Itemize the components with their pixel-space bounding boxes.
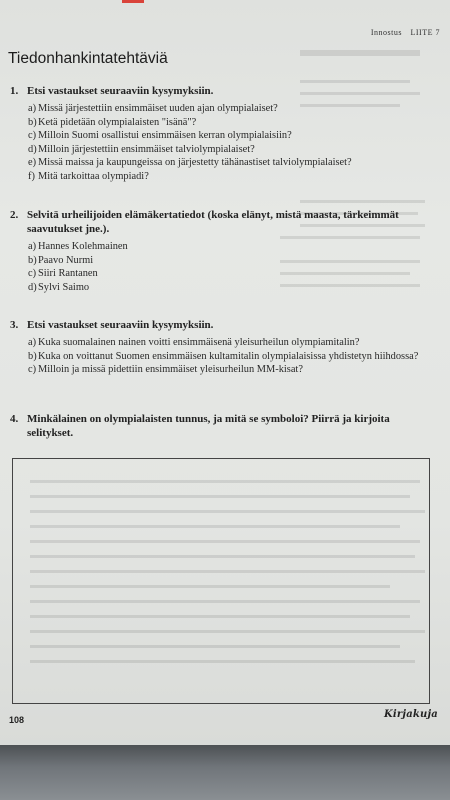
item-letter: b) xyxy=(28,350,37,362)
question-number: 4. xyxy=(10,413,19,425)
list-item xyxy=(28,254,438,268)
item-text: Milloin järjestettiin ensimmäiset talviolympialaiset? xyxy=(38,143,255,155)
list-item xyxy=(28,336,438,350)
item-text: Ketä pidetään olympialaisten "isänä"? xyxy=(38,116,197,128)
question-number: 3. xyxy=(10,319,19,331)
question-3 xyxy=(10,318,438,377)
list-item xyxy=(28,143,438,157)
item-text: Mitä tarkoittaa olympiadi? xyxy=(38,170,149,182)
question-heading xyxy=(10,84,438,98)
item-letter: f) xyxy=(28,170,35,182)
question-heading xyxy=(10,412,438,440)
list-item xyxy=(28,267,438,281)
list-item xyxy=(28,156,438,170)
question-text: Minkälainen on olympialaisten tunnus, ja mitä se symboloi? Piirrä ja kirjoita selitykset. xyxy=(27,413,390,439)
question-heading xyxy=(10,318,438,332)
appendix-label: LIITE 7 xyxy=(410,28,440,37)
list-item xyxy=(28,116,438,130)
red-tab-mark xyxy=(122,0,144,3)
question-2 xyxy=(10,208,438,294)
list-item xyxy=(28,240,438,254)
item-letter: b) xyxy=(28,116,37,128)
item-text: Missä maissa ja kaupungeissa on järjestetty tähänastiset talviolympialaiset? xyxy=(38,157,352,169)
item-text: Siiri Rantanen xyxy=(38,268,98,280)
list-item xyxy=(28,170,438,184)
list-item xyxy=(28,281,438,295)
page-number: 108 xyxy=(9,715,25,725)
table-surface xyxy=(0,745,450,800)
publisher-logo: Kirjakuja xyxy=(384,709,438,720)
item-text: Kuka on voittanut Suomen ensimmäisen kultamitalin olympialaisissa yhdistetyn hiihdossa? xyxy=(38,350,419,362)
item-text: Hannes Kolehmainen xyxy=(38,241,128,252)
item-letter: c) xyxy=(28,364,37,376)
item-text: Sylvi Saimo xyxy=(38,281,90,293)
question-text: Etsi vastaukset seuraaviin kysymyksiin. xyxy=(27,85,214,97)
item-text: Milloin Suomi osallistui ensimmäisen kerran olympialaisiin? xyxy=(38,130,292,142)
question-items xyxy=(28,102,438,184)
item-letter: c) xyxy=(28,268,37,280)
question-1 xyxy=(10,84,438,184)
item-text: Missä järjestettiin ensimmäiset uuden ajan olympialaiset? xyxy=(38,103,278,114)
question-heading xyxy=(10,208,438,236)
item-text: Milloin ja missä pidettiin ensimmäiset yleisurheilun MM-kisat? xyxy=(38,364,303,376)
list-item xyxy=(28,102,438,116)
item-text: Paavo Nurmi xyxy=(38,254,94,266)
item-letter: e) xyxy=(28,157,37,169)
list-item xyxy=(28,363,438,377)
list-item xyxy=(28,129,438,143)
item-text: Kuka suomalainen nainen voitti ensimmäisenä yleisurheilun olympiamitalin? xyxy=(38,337,360,348)
item-letter: d) xyxy=(28,143,37,155)
item-letter: a) xyxy=(28,337,37,348)
question-number: 2. xyxy=(10,209,19,221)
series-name: Innostus xyxy=(370,28,402,37)
item-letter: a) xyxy=(28,103,37,114)
question-items xyxy=(28,240,438,294)
item-letter: d) xyxy=(28,281,37,293)
item-letter: a) xyxy=(28,241,37,252)
question-text: Selvitä urheilijoiden elämäkertatiedot (koska elänyt, mistä maasta, tärkeimmät saavutukset jne.). xyxy=(27,209,399,235)
question-items xyxy=(28,336,438,377)
drawing-answer-box[interactable] xyxy=(12,458,430,704)
question-text: Etsi vastaukset seuraaviin kysymyksiin. xyxy=(27,319,214,331)
item-letter: b) xyxy=(28,254,37,266)
page-title: Tiedonhankintatehtäviä xyxy=(8,50,168,67)
item-letter: c) xyxy=(28,130,37,142)
question-number: 1. xyxy=(10,85,19,97)
question-4 xyxy=(10,412,438,440)
page-header xyxy=(365,28,440,37)
list-item xyxy=(28,350,438,364)
